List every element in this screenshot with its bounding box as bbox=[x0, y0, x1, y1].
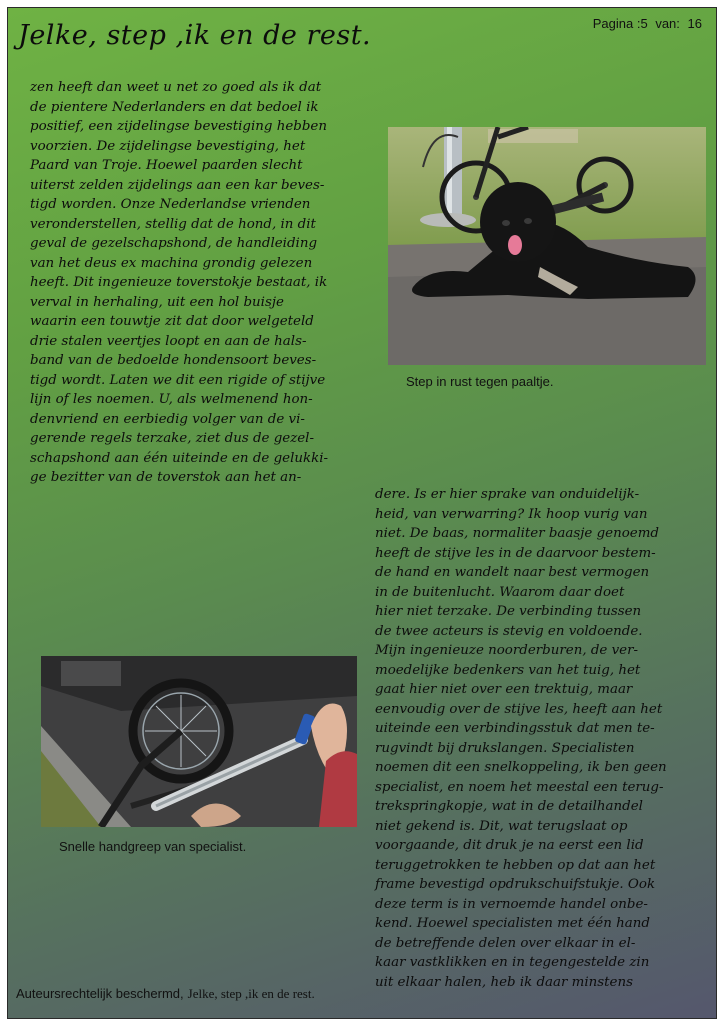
text-line: waarin een touwtje zit dat door welgeteld bbox=[30, 314, 314, 329]
text-line: de twee acteurs is stevig en voldoende. bbox=[375, 623, 643, 639]
text-line: de pientere Nederlanders en dat bedoel ik bbox=[30, 99, 319, 115]
text-line: veronderstellen, stellig dat de hond, in dit bbox=[30, 216, 316, 232]
text-line: noemen dit een snelkoppeling, ik ben geen bbox=[375, 760, 667, 775]
text-line: kaar vastklikken en in tegengestelde zin bbox=[375, 955, 650, 970]
text-line: kend. Hoewel specialisten met één hand bbox=[375, 916, 650, 931]
copyright-label: Auteursrechtelijk beschermd, bbox=[16, 986, 184, 1001]
text-line: uiterst zelden zijdelings aan een kar beves- bbox=[30, 177, 325, 193]
photo-dog-with-kickbike bbox=[388, 127, 706, 365]
text-line: zen heeft dan weet u net zo goed als ik dat bbox=[30, 80, 322, 95]
page-label: Pagina :5 bbox=[592, 16, 648, 31]
text-line: uiteinde een verbindingsstuk dat men te- bbox=[375, 721, 655, 736]
text-line: heid, van verwarring? Ik hoop vurig van bbox=[375, 506, 648, 522]
text-line: lijn of les noemen. U, als welmenend hon- bbox=[30, 392, 313, 407]
text-line: de betreffende delen over elkaar in el- bbox=[375, 935, 636, 951]
text-line: niet gekend is. Dit, wat terugslaat op bbox=[375, 818, 628, 834]
page-title: Jelke, step ,ik en de rest. bbox=[18, 20, 372, 51]
text-line: Mijn ingenieuze noorderburen, de ver- bbox=[375, 643, 638, 658]
text-line: in de buitenlucht. Waarom daar doet bbox=[375, 584, 625, 600]
photo-handgrip bbox=[41, 656, 357, 827]
text-line: tigd worden. Onze Nederlandse vrienden bbox=[30, 197, 311, 212]
text-line: rugvindt bij drukslangen. Specialisten bbox=[375, 740, 635, 756]
text-line: band van de bedoelde hondensoort beves- bbox=[30, 353, 317, 368]
text-line: voorzien. De zijdelingse bevestiging, het bbox=[30, 138, 306, 154]
photo2-caption: Snelle handgreep van specialist. bbox=[59, 839, 247, 854]
text-line: frame bevestigd opdrukschuifstukje. Ook bbox=[375, 877, 656, 892]
text-line: trekspringkopje, wat in de detailhandel bbox=[375, 799, 643, 814]
text-line: hier niet terzake. De verbinding tussen bbox=[375, 604, 642, 619]
text-line: tigd wordt. Laten we dit een rigide of stijve bbox=[30, 372, 326, 388]
text-line: dere. Is er hier sprake van onduidelijk- bbox=[375, 487, 640, 502]
text-line: geval de gezelschapshond, de handleiding bbox=[30, 236, 318, 251]
text-line: specialist, en noem het meestal een terug- bbox=[375, 779, 664, 795]
text-line: denvriend en eerbiedig volger van de vi- bbox=[30, 411, 305, 427]
text-line: ge bezitter van de toverstok aan het an- bbox=[30, 470, 302, 485]
of-label: van: bbox=[655, 16, 680, 31]
page-number bbox=[589, 16, 702, 31]
text-line: gaat hier niet over een trektuig, maar bbox=[375, 682, 633, 697]
text-line: positief, een zijdelingse bevestiging hebben bbox=[30, 119, 327, 134]
text-line: niet. De baas, normaliter baasje genoemd bbox=[375, 526, 659, 541]
text-line: uit elkaar halen, heb ik daar minstens bbox=[375, 974, 633, 990]
text-column-left bbox=[30, 78, 382, 488]
footer-copyright bbox=[16, 985, 315, 1003]
text-line: heeft de stijve les in de daarvoor bestem- bbox=[375, 545, 656, 561]
text-line: teruggetrokken te hebben op dat aan het bbox=[375, 857, 656, 873]
text-line: moedelijke bedenkers van het tuig, het bbox=[375, 662, 641, 678]
text-line: schapshond aan één uiteinde en de gelukki- bbox=[30, 450, 329, 466]
text-line: van het deus ex machina grondig gelezen bbox=[30, 255, 313, 271]
text-line: deze term is in vernoemde handel onbe- bbox=[375, 896, 648, 912]
text-line: drie stalen veertjes loopt en aan de hals- bbox=[30, 333, 307, 349]
text-line: voorgaande, dit druk je na eerst een lid bbox=[375, 838, 644, 853]
text-line: verval in herhaling, uit een hol buisje bbox=[30, 294, 284, 310]
text-line: heeft. Dit ingenieuze toverstokje bestaat, ik bbox=[30, 275, 328, 290]
text-line: de hand en wandelt naar best vermogen bbox=[375, 565, 650, 580]
text-line: eenvoudig over de stijve les, heeft aan het bbox=[375, 701, 663, 717]
text-column-right bbox=[375, 485, 707, 992]
photo1-caption: Step in rust tegen paaltje. bbox=[406, 374, 554, 389]
footer-book-title: Jelke, step ,ik en de rest. bbox=[187, 986, 315, 1001]
page bbox=[7, 7, 717, 1019]
text-line: Paard van Troje. Hoewel paarden slecht bbox=[30, 158, 303, 173]
text-line: gerende regels terzake, ziet dus de gezel- bbox=[30, 431, 314, 446]
total-pages: 16 bbox=[687, 16, 702, 31]
